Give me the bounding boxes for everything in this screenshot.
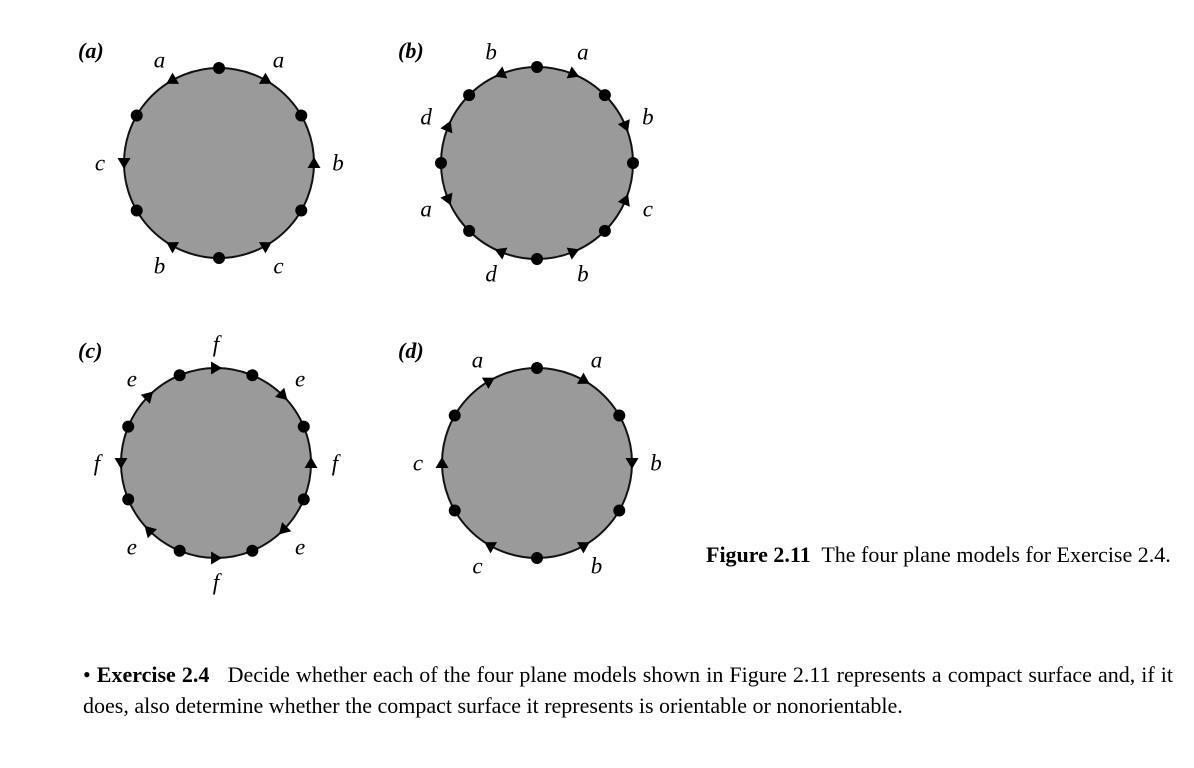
edge-label: a [471,347,484,373]
vertex-dot [174,369,186,381]
panel-label: (d) [398,338,424,363]
edge-label: d [420,104,432,130]
edge-label: a [272,47,285,73]
edge-label: b [650,450,662,476]
edge-label: a [153,47,166,73]
vertex-dot [613,505,625,517]
vertex-dot [213,252,225,264]
panel-label: (c) [78,338,103,363]
vertex-dot [627,157,639,169]
edge-label: c [472,553,483,579]
edge-label: f [212,569,220,595]
panel-c [78,332,342,595]
exercise-title: Exercise 2.4 [96,662,210,687]
vertex-dot [122,493,134,505]
caption-text: The four plane models for Exercise 2.4. [821,542,1171,567]
edge-label: e [295,366,306,392]
exercise-text: Decide whether each of the four plane models shown in Figure 2.11 represents a compact surface and, if it does, also determine whether the compact surface it represents is orientable or nonorientable. [83,662,1174,718]
vertex-dot [531,362,543,374]
vertex-dot [613,410,625,422]
edge-label: b [642,104,654,130]
vertex-dot [531,61,543,73]
vertex-dot [531,253,543,265]
caption-number: Figure 2.11 [706,542,811,567]
vertex-dot [131,110,143,122]
vertex-dot [599,225,611,237]
panel-d [398,338,662,579]
vertex-dot [213,62,225,74]
vertex-dot [599,89,611,101]
edge-label: c [642,196,653,222]
vertex-dot [122,421,134,433]
panel-a [78,38,344,279]
vertex-dot [298,493,310,505]
edge-label: b [332,150,344,176]
exercise-paragraph [83,659,1173,721]
vertex-dot [298,421,310,433]
edge-label: f [212,331,220,357]
vertex-dot [295,110,307,122]
edge-label: e [126,534,137,560]
bullet: • [83,662,91,687]
edge-label: e [295,534,306,560]
edge-label: d [485,261,497,287]
edge-label: c [273,253,284,279]
vertex-dot [131,205,143,217]
vertex-dot [295,205,307,217]
vertex-dot [463,225,475,237]
disc [124,68,314,258]
panel-label: (b) [398,38,424,63]
edge-label: c [94,150,106,176]
panel-b [398,38,654,286]
vertex-dot [449,410,461,422]
disc [442,368,632,558]
edge-label: a [590,347,603,373]
edge-label: b [577,261,589,287]
edge-label: c [412,450,424,476]
edge-label: f [331,450,339,476]
edge-label: a [577,39,589,65]
vertex-dot [531,552,543,564]
vertex-dot [435,157,447,169]
vertex-dot [246,369,258,381]
edge-label: b [153,253,166,279]
edge-label: e [126,366,137,392]
vertex-dot [174,545,186,557]
edge-label: b [485,39,497,65]
edge-label: f [93,450,101,476]
panel-label: (a) [78,38,104,63]
vertex-dot [463,89,475,101]
edge-label: a [420,196,432,222]
vertex-dot [246,545,258,557]
figure-caption [706,540,1176,570]
vertex-dot [449,505,461,517]
edge-label: b [590,553,603,579]
